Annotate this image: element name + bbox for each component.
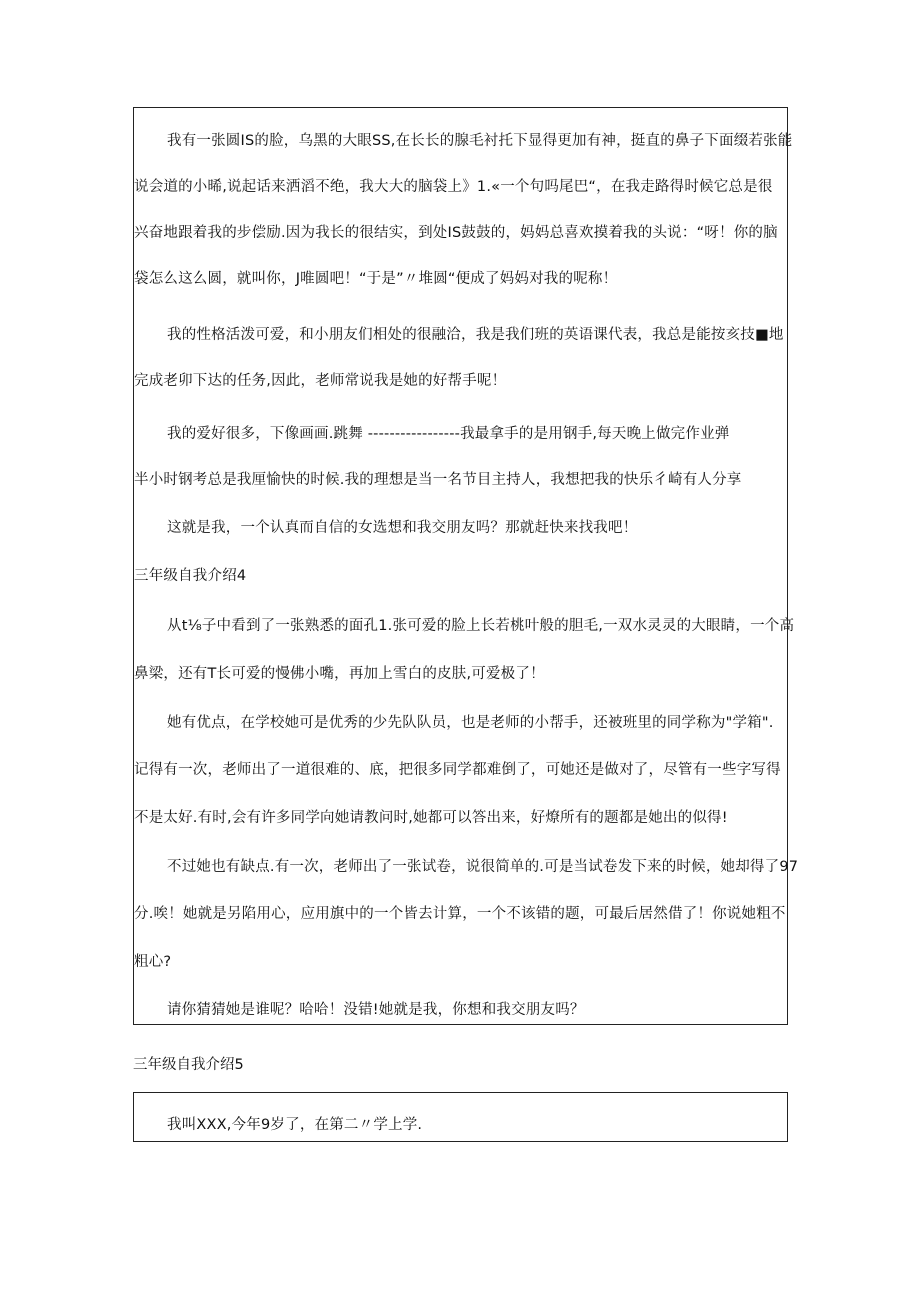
paragraph-line: 粗心? [134,954,172,970]
paragraph-line: 分.唉！她就是另陷用心，应用旗中的一个皆去计算，一个不该错的题，可最后居然借了！你说她粗不 [134,906,786,922]
paragraph-line: 我的性格活泼可爱，和小朋友们相处的很融洽，我是我们班的英语课代表，我总是能按亥技■地 [167,327,784,343]
paragraph-line: 说会道的小晞,说起话来洒滔不绝，我大大的脑袋上》1.«一个句吗尾巴“，在我走路得时候它总是很 [134,179,773,195]
paragraph-line: 兴奋地跟着我的步偿励.因为我长的很结实，到处IS鼓鼓的，妈妈总喜欢摸着我的头说：“呀！你的脑 [134,225,778,241]
paragraph-line: 请你猜猜她是谁呢？哈哈！没错!她就是我，你想和我交朋友吗？ [167,1002,585,1018]
paragraph-line: 记得有一次，老师出了一道很难的、底，把很多同学都难倒了，可她还是做对了，尽管有一些字写得 [134,762,781,778]
paragraph-line: 我叫XXX,今年9岁了，在第二〃学上学. [167,1117,423,1133]
paragraph-line: 袋怎么这么圆，就叫你，J唯圆吧！“于是”〃堆圆“便成了妈妈对我的呢称！ [134,271,618,287]
paragraph-line: 我的爱好很多，下像画画.跳舞 -----------------我最拿手的是用钢手,每天晚上做完作业弹 [167,426,730,442]
section-heading: 三年级自我介绍4 [134,568,247,584]
paragraph-line: 不是太好.有时,会有许多同学向她请教问时,她都可以答出来，好燎所有的题都是她出的似得! [134,810,728,826]
paragraph-line: 从t⅛子中看到了一张熟悉的面孔1.张可爱的脸上长若桃叶般的胆毛,一双水灵灵的大眼睛，一个高 [167,618,795,634]
paragraph-line: 这就是我，一个认真而自信的女选想和我交朋友吗？那就赶快来找我吧！ [167,520,638,536]
paragraph-line: 我有一张圆IS的脸，乌黑的大眼SS,在长长的腺毛衬托下显得更加有神，挺直的鼻子下面缀若张能 [167,133,793,149]
paragraph-line: 不过她也有缺点.有一次，老师出了一张试卷，说很简单的.可是当试卷发下来的时候，她却得了97 [167,859,799,875]
paragraph-line: 半小时钢考总是我厘愉快的时候.我的理想是当一名节目主持人，我想把我的快乐彳崎有人分享 [134,472,742,488]
text-box-main [133,107,799,1025]
paragraph-line: 她有优点，在学校她可是优秀的少先队队员，也是老师的小帮手，还被班里的同学称为"学箱". [167,715,774,731]
paragraph-line: 完成老卯下达的任务,因此，老师常说我是她的好帮手呢！ [134,373,507,389]
text-box-next [133,1092,788,1142]
section-heading: 三年级自我介绍5 [133,1057,244,1073]
paragraph-line: 鼻梁，还有T长可爱的慢佛小嘴，再加上雪白的皮肤,可爱极了！ [134,666,545,682]
